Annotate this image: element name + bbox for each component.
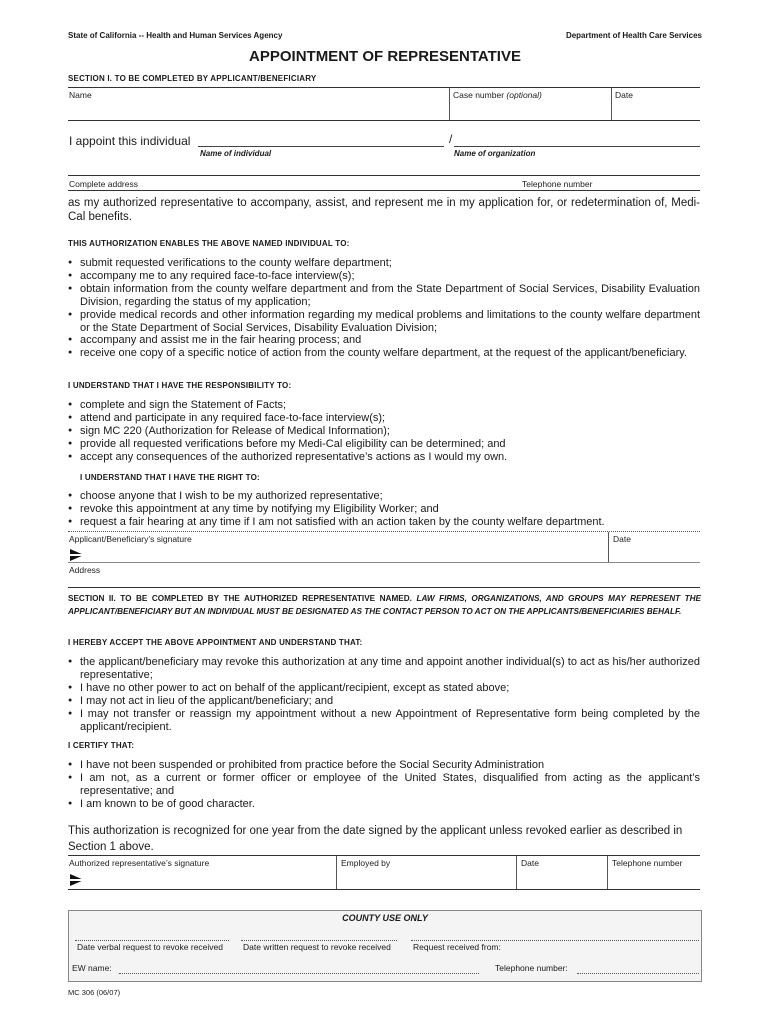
right-heading: I UNDERSTAND THAT I HAVE THE RIGHT TO: bbox=[80, 473, 260, 482]
applicant-signature-date-field[interactable] bbox=[610, 545, 700, 561]
list-item: ● complete and sign the Statement of Facts; bbox=[68, 399, 700, 412]
list-item: ● I have not been suspended or prohibited from practice before the Social Security Administration bbox=[68, 759, 700, 772]
telephone-field[interactable] bbox=[520, 176, 700, 190]
recognition-text: This authorization is recognized for one year from the date signed by the applicant unless revoked earlier as described in Section 1 above. bbox=[68, 825, 683, 853]
rep-signature-arrow-icon bbox=[70, 874, 84, 886]
list-item: ● I am known to be of good character. bbox=[68, 798, 700, 811]
list-item: ● I am not, as a current or former officer or employee of the United States, disqualified from acting as the applicant’s representative; and bbox=[68, 772, 700, 798]
slash-separator: / bbox=[449, 132, 453, 146]
rep-date-field[interactable] bbox=[518, 870, 605, 888]
employed-by-field[interactable] bbox=[338, 870, 514, 888]
list-item: ● sign MC 220 (Authorization for Release of Medical Information); bbox=[68, 425, 700, 438]
accept-list bbox=[68, 656, 700, 733]
rep-signature-field[interactable] bbox=[90, 870, 334, 888]
list-item: ● the applicant/beneficiary may revoke this authorization at any time and appoint another individual(s) to act as his/her authorized representative; bbox=[68, 656, 700, 682]
section2-heading: SECTION II. TO BE COMPLETED BY THE AUTHORIZED REPRESENTATIVE NAMED. LAW FIRMS, ORGANIZATIONS, AND GROUPS MAY REPRESENT THE APPLICANT/BENEFICIARY BUT AN INDIVIDUAL MUST BE DESIGNATED AS THE CONTACT PERSON TO ACT ON THE APPLICANTS/BENEFICIARIES BEHALF. bbox=[68, 594, 702, 616]
applicant-signature-label: Applicant/Beneficiary’s signature bbox=[69, 534, 192, 544]
certify-heading: I CERTIFY THAT: bbox=[68, 741, 135, 750]
date-label: Date bbox=[615, 90, 633, 100]
rep-date-label: Date bbox=[521, 858, 539, 868]
list-item: ● request a fair hearing at any time if I am not satisfied with an action taken by the county welfare department. bbox=[68, 516, 708, 529]
list-item: ● provide medical records and other information regarding my medical problems and limitations to the county welfare department or the State Department of Social Services, Disability Evaluation Division; bbox=[68, 309, 700, 335]
name-of-organization-caption: Name of organization bbox=[454, 149, 536, 158]
applicant-signature-date-label: Date bbox=[613, 534, 631, 544]
list-item: ● I may not act in lieu of the applicant/beneficiary; and bbox=[68, 695, 700, 708]
list-item: ● obtain information from the county welfare department and from the State Department of Social Services, Disability Evaluation Division, regarding the status of my application; bbox=[68, 283, 700, 309]
section1-heading: SECTION I. TO BE COMPLETED BY APPLICANT/BENEFICIARY bbox=[68, 74, 317, 83]
telephone-label: Telephone number bbox=[522, 179, 593, 189]
form-number: MC 306 (06/07) bbox=[68, 988, 121, 997]
county-phone-field[interactable] bbox=[577, 961, 699, 973]
authorized-representative-text: as my authorized representative to accompany, assist, and represent me in my application for, or redetermination of, Medi-Cal benefits. bbox=[68, 197, 700, 223]
organization-name-field[interactable] bbox=[454, 130, 700, 146]
individual-name-field[interactable] bbox=[198, 130, 444, 146]
rep-signature-label: Authorized representative’s signature bbox=[69, 858, 210, 868]
responsibility-heading: I UNDERSTAND THAT I HAVE THE RESPONSIBILITY TO: bbox=[68, 381, 292, 390]
enables-heading: THIS AUTHORIZATION ENABLES THE ABOVE NAMED INDIVIDUAL TO: bbox=[68, 239, 350, 248]
complete-address-label: Complete address bbox=[69, 179, 138, 189]
name-of-individual-caption: Name of individual bbox=[200, 149, 272, 158]
certify-list bbox=[68, 759, 700, 811]
applicant-signature-field[interactable] bbox=[90, 545, 605, 561]
list-item: ● I may not transfer or reassign my appointment without a new Appointment of Representative form being completed by the applicant/recipient. bbox=[68, 708, 700, 734]
list-item: ● provide all requested verifications before my Medi-Cal eligibility can be determined; and bbox=[68, 438, 700, 451]
signature-arrow-icon bbox=[70, 549, 84, 561]
applicant-address-field[interactable] bbox=[68, 575, 700, 586]
appoint-text: I appoint this individual bbox=[69, 134, 191, 148]
list-item: ● accompany and assist me in the fair hearing process; and bbox=[68, 334, 700, 347]
county-phone-label: Telephone number: bbox=[495, 963, 568, 973]
rep-phone-field[interactable] bbox=[609, 870, 700, 888]
list-item: ● accompany me to any required face-to-face interview(s); bbox=[68, 270, 700, 283]
verbal-request-label: Date verbal request to revoke received bbox=[77, 942, 223, 952]
list-item: ● receive one copy of a specific notice of action from the county welfare department, at the request of the applicant/beneficiary. bbox=[68, 347, 700, 360]
case-number-field[interactable] bbox=[450, 101, 610, 119]
case-number-label: Case number (optional) bbox=[453, 90, 542, 100]
county-use-box bbox=[68, 910, 702, 982]
ew-name-field[interactable] bbox=[119, 961, 479, 973]
name-label: Name bbox=[69, 90, 92, 100]
complete-address-field[interactable] bbox=[68, 176, 518, 190]
verbal-request-date-field[interactable] bbox=[75, 927, 229, 939]
county-use-title: COUNTY USE ONLY bbox=[342, 913, 428, 923]
received-from-label: Request received from: bbox=[413, 942, 501, 952]
name-field[interactable] bbox=[68, 101, 449, 119]
department-name: Department of Health Care Services bbox=[565, 31, 702, 40]
list-item: ● accept any consequences of the authorized representative’s actions as I would my own. bbox=[68, 451, 700, 464]
ew-name-label: EW name: bbox=[72, 963, 112, 973]
form-title: APPOINTMENT OF REPRESENTATIVE bbox=[249, 48, 521, 65]
written-request-label: Date written request to revoke received bbox=[243, 942, 391, 952]
rep-phone-label: Telephone number bbox=[612, 858, 683, 868]
employed-by-label: Employed by bbox=[341, 858, 391, 868]
list-item: ● attend and participate in any required face-to-face interview(s); bbox=[68, 412, 700, 425]
responsibility-list bbox=[68, 399, 700, 464]
agency-name: State of California -- Health and Human Services Agency bbox=[68, 31, 283, 40]
enables-list bbox=[68, 257, 700, 360]
address-footer-label: Address bbox=[69, 565, 101, 575]
list-item: ● submit requested verifications to the county welfare department; bbox=[68, 257, 700, 270]
request-received-from-field[interactable] bbox=[411, 927, 699, 939]
list-item: ● revoke this appointment at any time by notifying my Eligibility Worker; and bbox=[68, 503, 708, 516]
right-list bbox=[68, 490, 708, 529]
list-item: ● I have no other power to act on behalf of the applicant/recipient, except as stated above; bbox=[68, 682, 700, 695]
accept-heading: I HEREBY ACCEPT THE ABOVE APPOINTMENT AND UNDERSTAND THAT: bbox=[68, 638, 363, 647]
list-item: ● choose anyone that I wish to be my authorized representative; bbox=[68, 490, 708, 503]
date-field[interactable] bbox=[612, 101, 700, 119]
written-request-date-field[interactable] bbox=[241, 927, 397, 939]
